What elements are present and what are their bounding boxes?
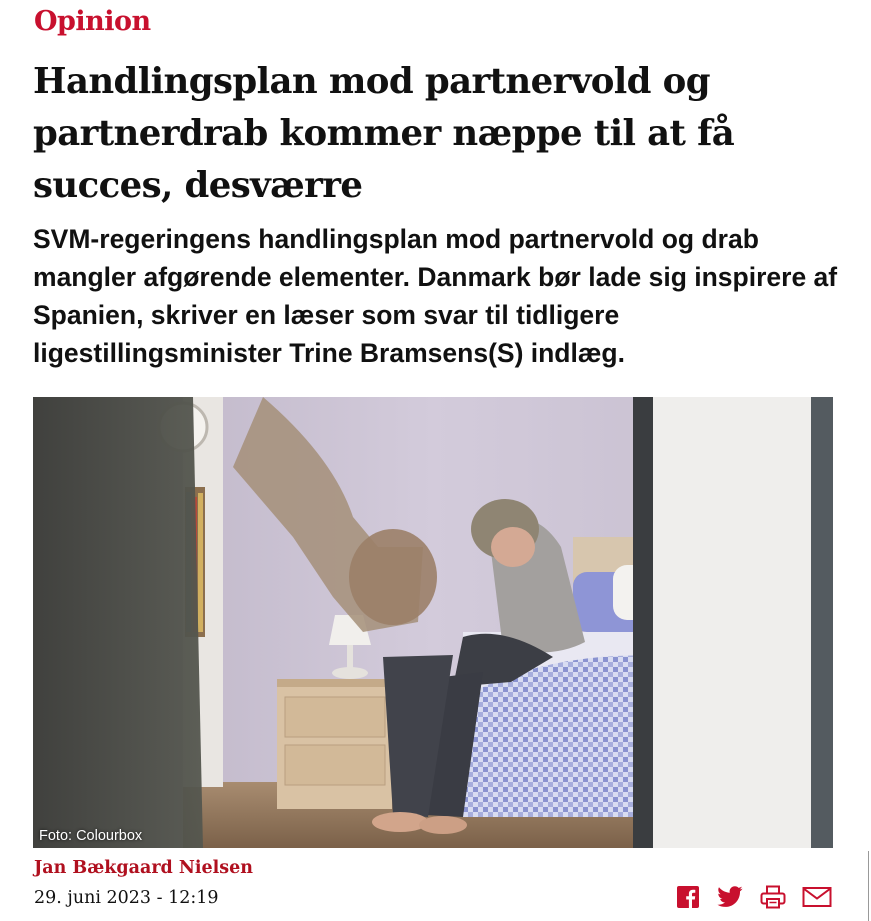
article-headline: Handlingsplan mod partnervold og partnerdrab kommer næppe til at få succes, desværre — [33, 61, 735, 206]
mail-icon — [802, 886, 832, 908]
article-photo — [33, 397, 833, 848]
article-subheadline: SVM-regeringens handlingsplan mod partnervold og drab mangler afgørende elementer. Danmark bør lade sig inspirere af Spanien, skriver en læser som svar til tidligere ligestillingsminister Trine Bramsens(S) indlæg. — [33, 224, 838, 368]
author-name[interactable]: Jan Bækgaard Nielsen — [34, 858, 254, 878]
publish-date: 29. juni 2023 - 12:19 — [34, 888, 219, 908]
photo-illustration — [33, 397, 833, 848]
facebook-icon — [677, 886, 699, 908]
divider — [868, 851, 869, 921]
facebook-share-button[interactable] — [676, 884, 700, 910]
print-icon — [760, 885, 786, 909]
email-share-button[interactable] — [802, 884, 832, 910]
twitter-share-button[interactable] — [716, 884, 744, 910]
twitter-icon — [717, 886, 743, 908]
photo-credit: Foto: Colourbox — [39, 828, 143, 844]
section-label[interactable]: Opinion — [34, 6, 151, 37]
print-button[interactable] — [760, 884, 786, 910]
